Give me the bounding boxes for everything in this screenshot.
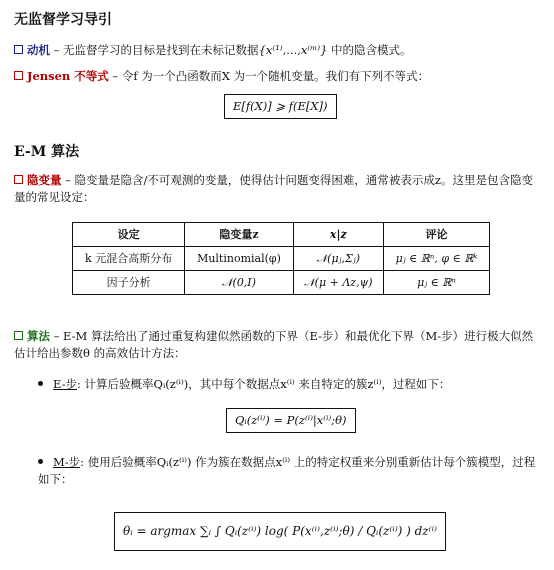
table-header-cell: 设定 (73, 223, 185, 247)
e-step-item (38, 376, 540, 393)
table-cell: μⱼ ∈ ℝⁿ (383, 271, 489, 295)
bullet-dot-icon (38, 459, 43, 464)
m-step-label: M-步 (53, 455, 81, 469)
table-row (73, 247, 490, 271)
table-cell: Multinomial(φ) (185, 247, 293, 271)
table-row (73, 271, 490, 295)
table-cell: 𝒩(μ + Λz,ψ) (293, 271, 383, 295)
latent-text: – 隐变量是隐含/不可观测的变量，使得估计问题变得困难，通常被表示成z。这里是包含隐变量的常见设定： (14, 173, 533, 204)
table-cell: 𝒩(μⱼ,Σⱼ) (293, 247, 383, 271)
table-header-row (73, 223, 490, 247)
m-step-formula-box: θᵢ = argmax ∑ᵢ ∫ Qᵢ(z⁽ⁱ⁾) log( P(x⁽ⁱ⁾,z⁽ⁱ⁾;θ) / Qᵢ(z⁽ⁱ⁾) ) dz⁽ⁱ⁾ (114, 512, 446, 551)
table-cell: 因子分析 (73, 271, 185, 295)
algorithm-text: – E-M 算法给出了通过重复构建似然函数的下界（E-步）和最优化下界（M-步）进行极大似然估计给出参数θ 的高效估计方法： (14, 329, 534, 360)
jensen-text: – 令f 为一个凸函数而X 为一个随机变量。我们有下列不等式： (108, 69, 430, 83)
m-step-text: : 使用后验概率Qᵢ(z⁽ⁱ⁾) 作为簇在数据点x⁽ⁱ⁾ 上的特定权重来分别重新估计每个簇模型，过程如下： (38, 455, 536, 486)
motivation-paragraph (14, 42, 544, 59)
page-title: 无监督学习导引 (14, 12, 112, 28)
motivation-keyword: 动机 (27, 43, 50, 57)
table-header-cell: 评论 (383, 223, 489, 247)
table-header-cell: x|z (293, 223, 383, 247)
algorithm-keyword: 算法 (27, 329, 50, 343)
latent-variable-table (72, 222, 490, 295)
m-step-item (38, 454, 540, 487)
e-step-formula-box: Qᵢ(z⁽ⁱ⁾) = P(z⁽ⁱ⁾|x⁽ⁱ⁾;θ) (226, 408, 356, 433)
motivation-text: – 无监督学习的目标是找到在未标记数据 (50, 43, 259, 57)
latent-paragraph (14, 172, 544, 205)
jensen-paragraph (14, 68, 544, 85)
square-bullet-icon (14, 331, 23, 340)
jensen-formula-box: E[f(X)] ⩾ f(E[X]) (224, 94, 337, 119)
table-cell: 𝒩(0,I) (185, 271, 293, 295)
e-step-label: E-步 (53, 377, 77, 391)
em-section-title: E-M 算法 (14, 144, 80, 160)
table-cell: k 元混合高斯分布 (73, 247, 185, 271)
table-cell: μⱼ ∈ ℝⁿ, φ ∈ ℝᵏ (383, 247, 489, 271)
square-bullet-icon (14, 45, 23, 54)
e-step-text: : 计算后验概率Qᵢ(z⁽ⁱ⁾)，其中每个数据点x⁽ⁱ⁾ 来自特定的簇z⁽ⁱ⁾，过程如下： (77, 377, 451, 391)
square-bullet-icon (14, 71, 23, 80)
algorithm-paragraph (14, 328, 544, 361)
latent-keyword: 隐变量 (27, 173, 62, 187)
square-bullet-icon (14, 175, 23, 184)
bullet-dot-icon (38, 381, 43, 386)
data-set-math: {x⁽¹⁾,...,x⁽ᵐ⁾} (258, 43, 328, 57)
motivation-text-end: 中的隐含模式。 (327, 43, 412, 57)
table-header-cell: 隐变量z (185, 223, 293, 247)
jensen-keyword: Jensen 不等式 (27, 69, 109, 83)
